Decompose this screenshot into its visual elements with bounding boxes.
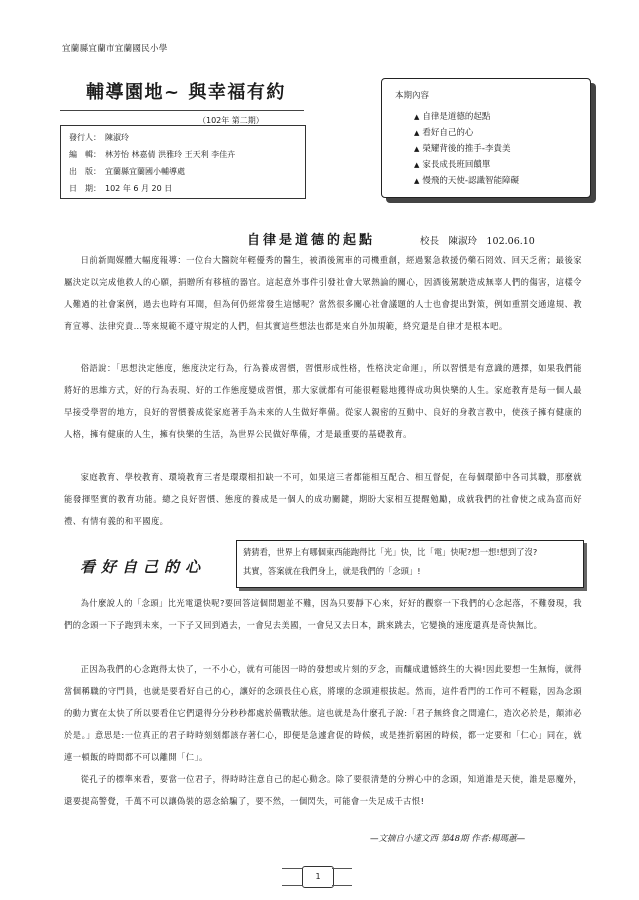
article-byline: 校長 陳淑玲 102.06.10 bbox=[420, 236, 535, 247]
article-paragraph: 正因為我們的心念跑得太快了，一不小心，就有可能因一時的發想或片刻的歹念，而釀成遺憾終生的大禍!因此要想一生無悔，就得當個稱職的守門員，也就是要看好自己的心，讓好的念頭長住心底，將壞的念頭連根拔起。然而，這件看門的工作可不輕鬆，因為念頭的動力實在太快了所以要看住它們還得分分秒秒都處於備戰狀態。這也就是為什麼孔子說:「君子無終食之間違仁，造次必於是，顛沛必於是。」意思是:一位真正的君子時時刻刻都該存著仁心，即便是急遽倉促的時候，或是挫折窮困的時候，都一定要和「仁心」同在，就連一頓飯的時間都不可以離開「仁」。 bbox=[64, 664, 582, 762]
triangle-icon: ▲ bbox=[414, 129, 420, 137]
masthead-value: 102 年 6 月 20 日 bbox=[105, 184, 173, 193]
masthead-label: 日 期： bbox=[69, 184, 101, 193]
triangle-icon: ▲ bbox=[414, 145, 420, 153]
toc-title: 本期內容 bbox=[395, 91, 430, 101]
article-source: —文摘自小達文西 第48期 作者:楊瑪蕙— bbox=[370, 834, 526, 844]
triangle-icon: ▲ bbox=[414, 177, 420, 185]
masthead-label: 編 輯： bbox=[69, 150, 101, 159]
triangle-icon: ▲ bbox=[414, 113, 420, 121]
article-title: 自律是道德的起點 bbox=[247, 233, 376, 248]
toc-item[interactable]: ▲ 家長成長班回饋單 bbox=[414, 160, 491, 170]
triangle-icon: ▲ bbox=[414, 161, 420, 169]
masthead-box bbox=[60, 125, 306, 199]
masthead-date bbox=[69, 183, 172, 194]
toc-item[interactable]: ▲ 自律是道德的起點 bbox=[414, 112, 491, 122]
page-number: 1 bbox=[302, 866, 334, 888]
page-number-ornament bbox=[332, 868, 352, 886]
callout-line: 其實，答案就在我們身上，就是我們的「念頭」! bbox=[243, 566, 421, 576]
masthead-publisher bbox=[69, 132, 129, 143]
masthead-label: 出 版： bbox=[69, 167, 101, 176]
masthead-label: 發行人： bbox=[69, 133, 101, 142]
toc-item[interactable]: ▲ 慢飛的天使-認識智能障礙 bbox=[414, 176, 519, 186]
school-name: 宜蘭縣宜蘭市宜蘭國民小學 bbox=[62, 44, 168, 54]
table-of-contents bbox=[381, 78, 591, 198]
issue-number: （102年 第二期） bbox=[198, 116, 264, 125]
article-paragraph: 家庭教育、學校教育、環境教育三者是環環相扣缺一不可，如果這三者都能相互配合、相互督促，在每個環節中各司其職，那麼就能發揮堅實的教育功能。總之良好習慣、態度的養成是一個人的成功關鍵，期盼大家相互提醒勉勵，成就我們的社會使之成為富而好禮、有情有義的和平國度。 bbox=[64, 472, 582, 526]
section-title: 看好自己的心 bbox=[80, 558, 207, 576]
article-paragraph: 日前新聞媒體大幅度報導：一位台大醫院年輕優秀的醫生，被酒後駕車的司機重創，經過緊急救援仍藥石罔效、回天乏術；最後家屬決定以完成他救人的心願，捐贈所有移植的器官。這起意外事件引發社會大眾熱論的關心，因酒後駕駛造成無辜人們的傷害，這樣令人難過的社會案例，過去也時有耳聞，但為何仍經常發生這憾呢？當然很多關心社會議題的人士也會提出對策，例如重罰交通違規、教育宣導、法律究責…等來規範不遵守規定的人們，但其實這些想法也都是來自外加規範，終究還是自律才是根本吧。 bbox=[64, 255, 582, 331]
masthead-value: 陳淑玲 bbox=[105, 133, 129, 142]
masthead-value: 林芳怡 林嘉倩 洪雅玲 王天利 李佳卉 bbox=[105, 150, 236, 159]
masthead-value: 宜蘭縣宜蘭國小輔導處 bbox=[105, 167, 185, 176]
callout-box bbox=[236, 540, 584, 588]
page-number-ornament bbox=[282, 868, 302, 886]
callout-line: 猜猜看，世界上有哪個東西能跑得比「光」快，比「電」快呢?想一想!想到了沒? bbox=[243, 547, 538, 557]
newsletter-headline: 輔導園地~ 與幸福有約 bbox=[86, 82, 286, 103]
masthead-publisher-org bbox=[69, 166, 185, 177]
headline-rule bbox=[60, 110, 304, 111]
toc-item[interactable]: ▲ 看好自己的心 bbox=[414, 128, 474, 138]
toc-item[interactable]: ▲ 榮耀背後的推手-李貴美 bbox=[414, 144, 511, 154]
article-paragraph: 從孔子的標準來看，要當一位君子，得時時注意自己的起心動念。除了要很清楚的分辨心中的念頭，知道誰是天使，誰是惡魔外，還要提高警覺，千萬不可以讓偽裝的惡念給騙了，要不然，一個閃失，可能會一失足成千古恨! bbox=[64, 774, 582, 806]
article-paragraph: 為什麼說人的「念頭」比光電還快呢?要回答這個問題並不難，因為只要靜下心來，好好的觀察一下我們的心念起落，不難發現，我們的念頭一下子跑到未來，一下子又回到過去，一會兒去美國，一會兒又去日本，跳來跳去，它變換的速度還真是奇快無比。 bbox=[64, 598, 582, 630]
masthead-editors bbox=[69, 149, 235, 160]
article-paragraph: 俗語說：「思想決定態度，態度決定行為，行為養成習慣，習慣形成性格，性格決定命運」，所以習慣是有意識的選擇，如果我們能將好的思維方式，好的行為表現、好的工作態度變成習慣，那大家就都有可能很輕鬆地獲得成功與快樂的人生。家庭教育是每一個人最早接受學習的地方，良好的習慣養成從家庭著手為未來的人生做好準備。從家人親密的互動中、良好的身教言教中，使孩子擁有健康的人格，擁有健康的人生，擁有快樂的生活，為世界公民做好準備，才是最重要的基礎教育。 bbox=[64, 363, 582, 439]
